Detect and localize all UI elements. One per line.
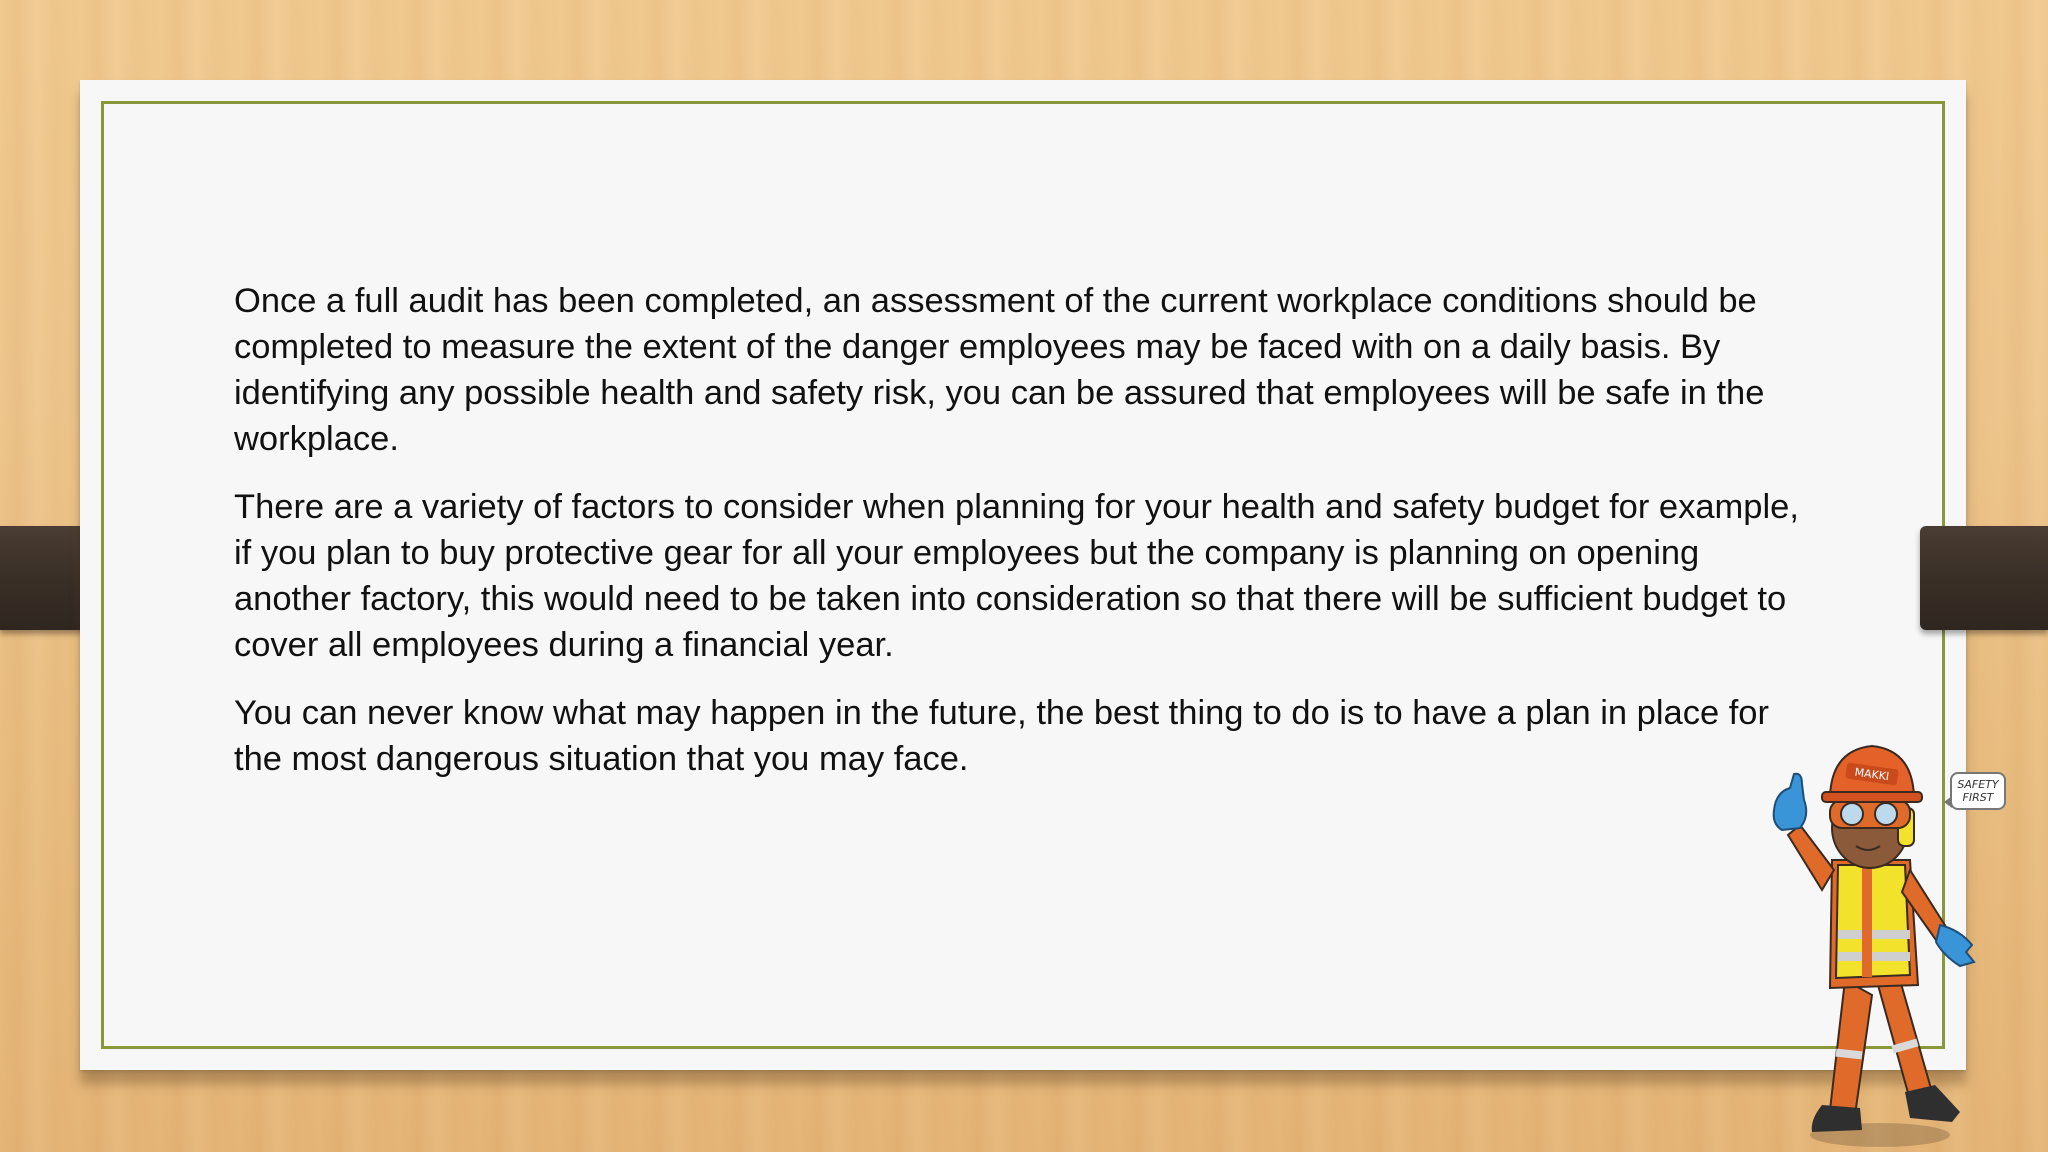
- mascot-right-leg: [1878, 980, 1932, 1100]
- mascot-vest-stripe-2: [1838, 952, 1910, 961]
- slide-body-text: [234, 278, 1814, 804]
- mascot-goggle-lens-right: [1875, 803, 1897, 825]
- mascot-hard-hat-brim: [1822, 792, 1922, 802]
- speech-line-2: FIRST: [1962, 791, 1994, 804]
- mascot-helmet-label: MAKKI: [1853, 765, 1891, 784]
- mascot-goggle-lens-left: [1841, 803, 1863, 825]
- mascot-left-boot: [1812, 1105, 1862, 1132]
- paragraph-budget: There are a variety of factors to consider when planning for your health and safety budget for example, if you plan to buy protective gear for all your employees but the company is planning on opening another factory, this would need to be taken into consideration so that there will be sufficient budget to cover all employees during a financial year.: [234, 488, 1799, 664]
- mascot-left-arm: [1788, 825, 1834, 890]
- mascot-left-leg: [1830, 980, 1872, 1115]
- paragraph-audit: Once a full audit has been completed, an assessment of the current workplace conditions should be completed to measure the extent of the danger employees may be faced with on a daily basis. By identifying any possible health and safety risk, you can be assured that employees will be safe in the workplace.: [234, 282, 1765, 458]
- mascot-right-glove: [1936, 925, 1974, 966]
- mascot-thumbs-up-glove: [1774, 774, 1807, 830]
- right-binder-clip: [1920, 526, 2048, 630]
- paragraph-future-plan: You can never know what may happen in the future, the best thing to do is to have a plan in place for the most dangerous situation that you may face.: [234, 694, 1769, 778]
- mascot-safety-vest: [1836, 865, 1910, 978]
- mascot-zipper-band: [1862, 865, 1872, 977]
- mascot-vest-stripe-1: [1838, 930, 1910, 939]
- mascot-right-boot: [1905, 1085, 1960, 1122]
- safety-mascot-illustration: [1760, 730, 1990, 1150]
- speech-line-1: SAFETY: [1957, 778, 1999, 791]
